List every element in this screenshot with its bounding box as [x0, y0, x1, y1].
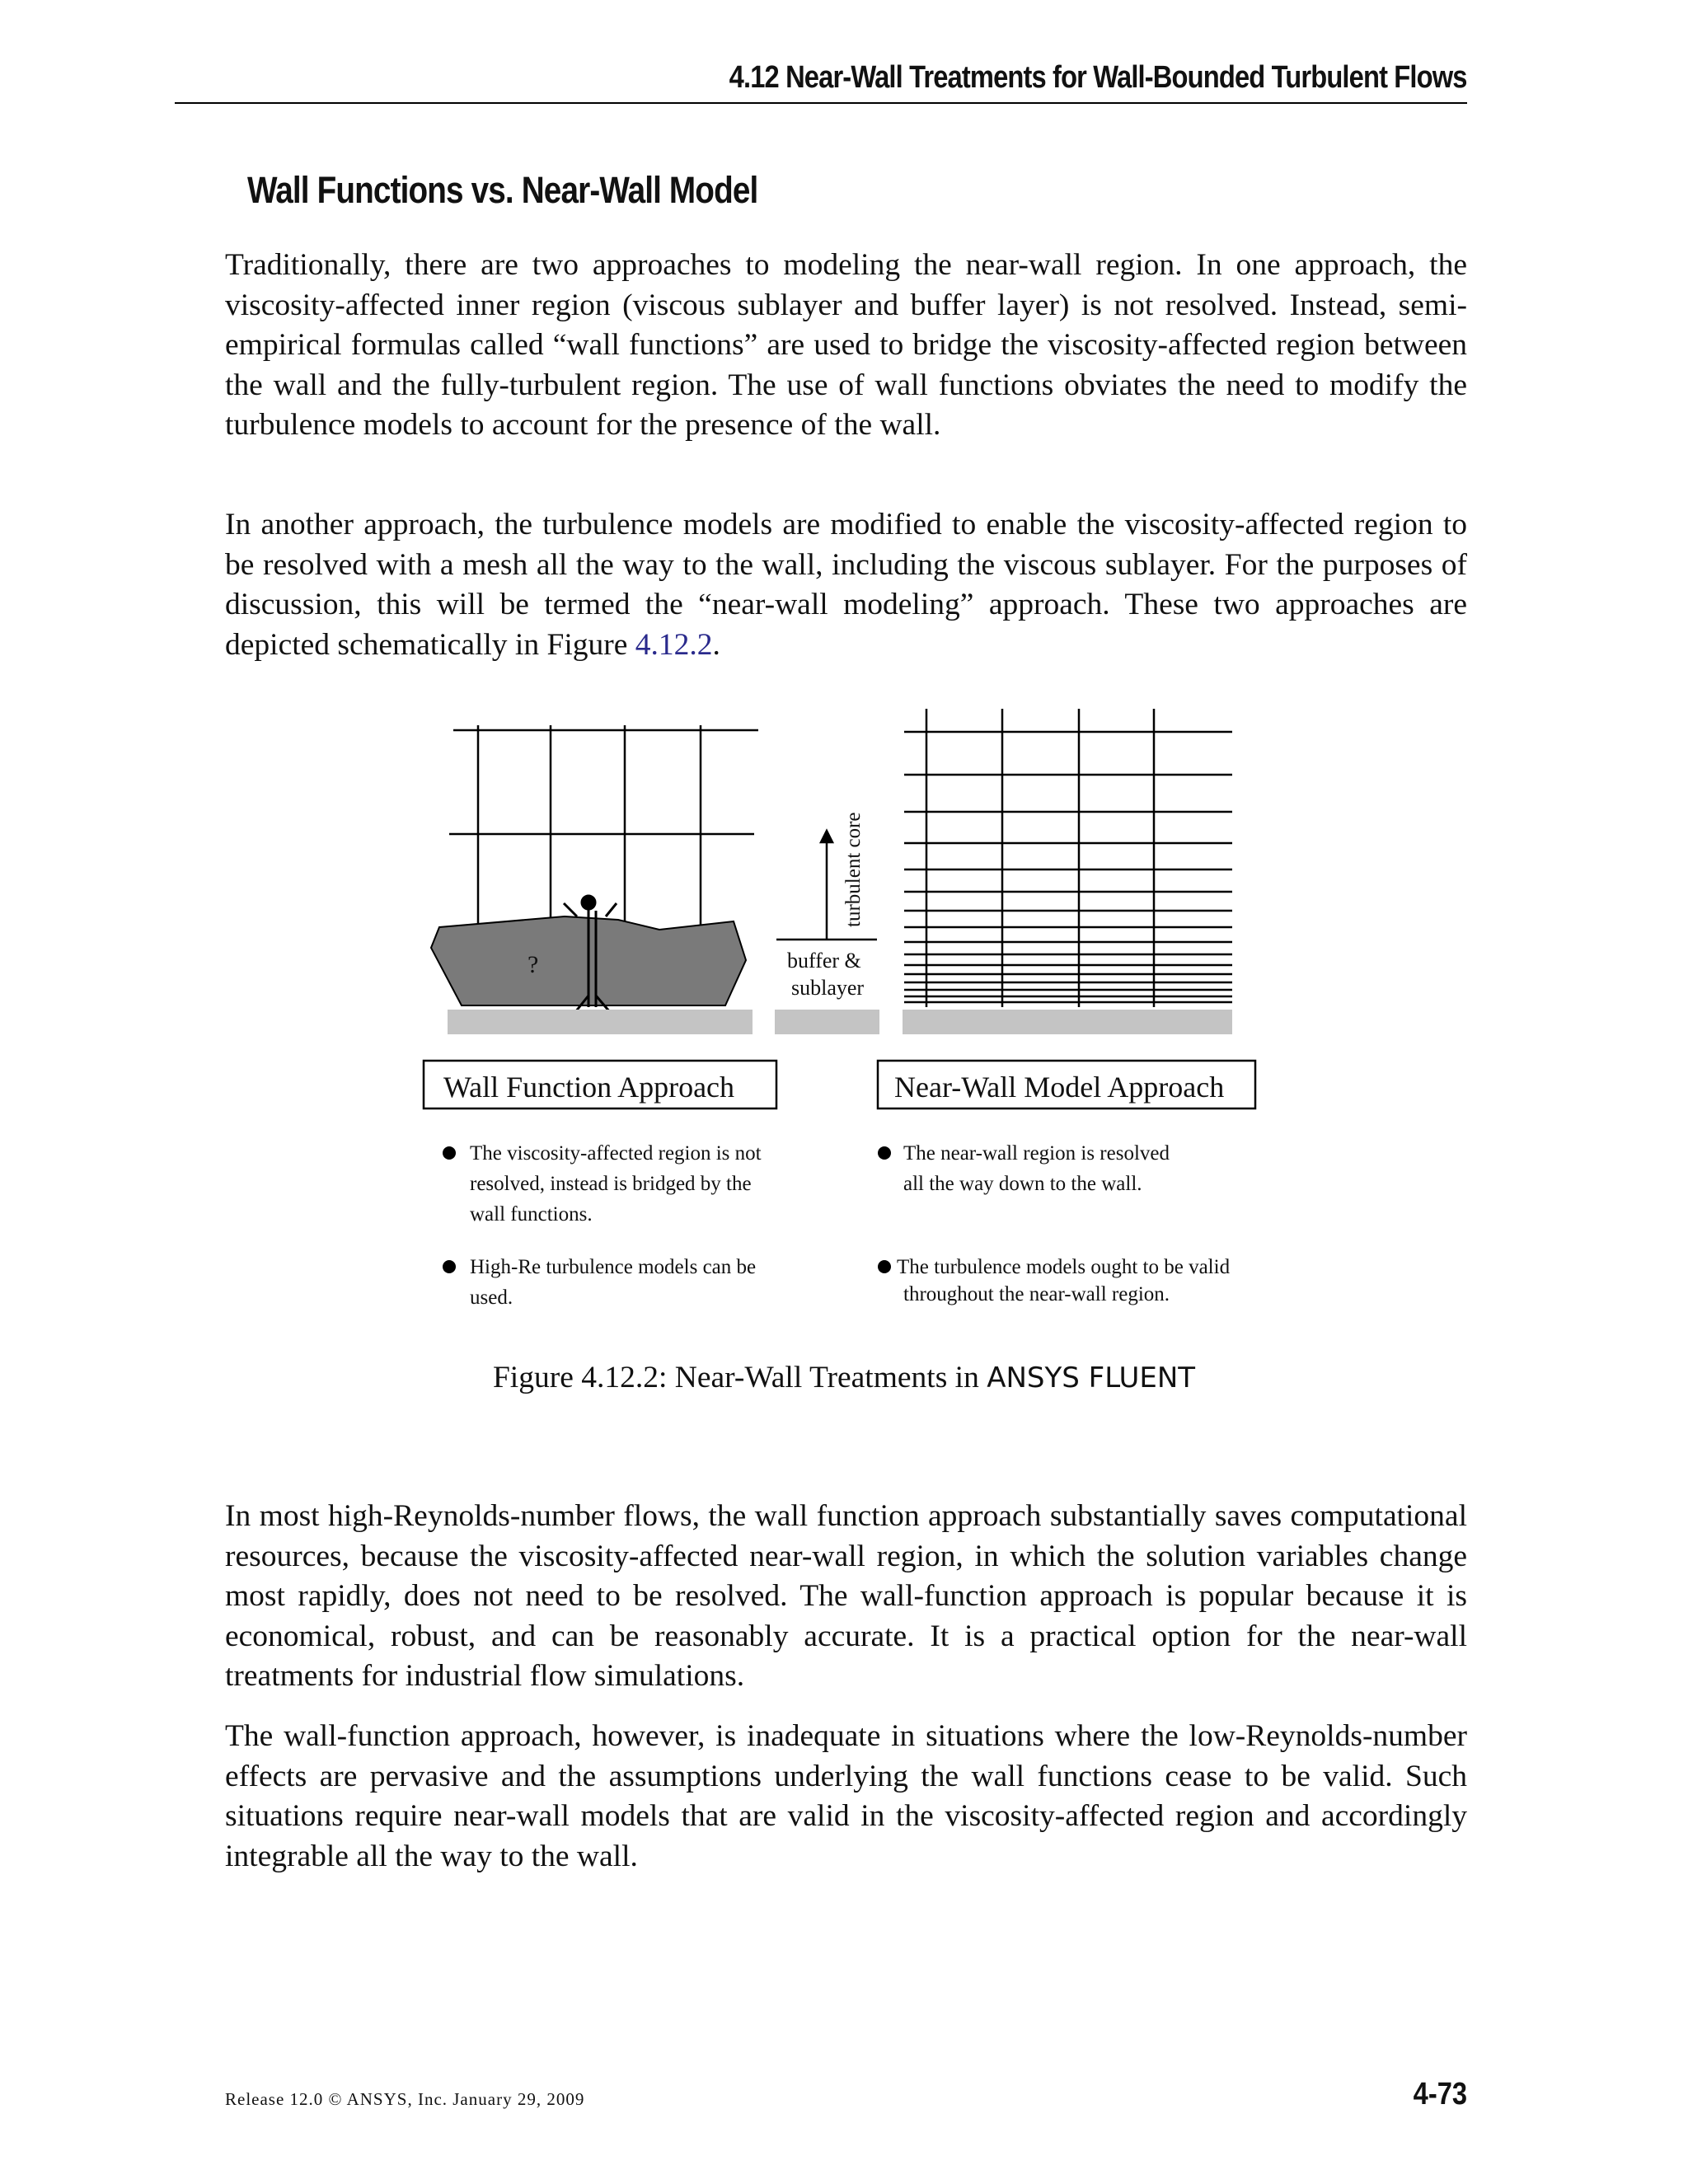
nw-bullet-1-line2: all the way down to the wall. [903, 1173, 1142, 1195]
nw-bullet-2-line2: throughout the near-wall region. [903, 1283, 1170, 1305]
paragraph-1: Traditionally, there are two approaches to modeling the near-wall region. In one approach, the viscosity-affected inner region (viscous sublayer and buffer layer) is not resolved. Instead, semi-empirical formulas called “wall functions” are used to bridge the viscosity-affected region between the wall and the fully-turbulent region. The use of wall functions obviates the need to modify the turbulence models to account for the presence of the wall. [225, 248, 1467, 442]
unknown-mark: ? [528, 951, 539, 978]
wall-right [903, 1010, 1232, 1034]
wall-middle [775, 1010, 879, 1034]
bullet-dot [443, 1260, 456, 1273]
nw-bullet-2-line1: The turbulence models ought to be valid [897, 1256, 1231, 1278]
wf-bullet-1-line2: resolved, instead is bridged by the [470, 1173, 752, 1195]
buffer-label-line1: buffer & [787, 949, 861, 972]
wall-function-grid [449, 725, 758, 927]
turbulent-core-label: turbulent core [842, 812, 865, 927]
buffer-label-line2: sublayer [791, 976, 865, 1000]
caption-text: Near-Wall Treatments in [674, 1361, 979, 1394]
near-wall-title: Near-Wall Model Approach [894, 1071, 1225, 1104]
footer-release: Release 12.0 © ANSYS, Inc. January 29, 2009 [225, 2089, 585, 2109]
wf-bullet-2-line1: High-Re turbulence models can be [470, 1256, 757, 1278]
bullet-dot [878, 1146, 891, 1160]
page-number: 4-73 [1413, 2077, 1467, 2111]
paragraph-3: In most high-Reynolds-number flows, the wall function approach substantially saves computational resources, because the viscosity-affected near-wall region, in which the solution variables change most rapidly, does not need to be resolved. The wall-function approach is popular because it is economical, robust, and can be reasonably accurate. It is a practical option for the near-wall treatments for industrial flow simulations. [225, 1499, 1467, 1693]
near-wall-grid [904, 709, 1232, 1007]
paragraph-2-end: . [712, 627, 720, 662]
wall-left [448, 1010, 753, 1034]
caption-label: Figure 4.12.2: [492, 1361, 668, 1394]
bullet-dot [878, 1260, 891, 1273]
wf-bullet-2-line2: used. [470, 1286, 513, 1309]
paragraph-2-text: In another approach, the turbulence models are modified to enable the viscosity-affected region to be resolved with a mesh all the way to the wall, including the viscous sublayer. For the purposes of discussion, this will be termed the “near-wall modeling” approach. These two approaches are depicted schematically in Figure [225, 508, 1467, 662]
running-header-title: 4.12 Near-Wall Treatments for Wall-Bounded Turbulent Flows [729, 60, 1467, 95]
caption-product: ANSYS FLUENT [987, 1361, 1196, 1394]
wf-bullet-1-line1: The viscosity-affected region is not [470, 1142, 762, 1165]
bullet-dot [443, 1146, 456, 1160]
figure-caption [0, 1358, 1688, 1398]
figure-reference-link[interactable]: 4.12.2 [635, 627, 713, 662]
wf-bullet-1-line3: wall functions. [470, 1203, 593, 1226]
paragraph-4: The wall-function approach, however, is inadequate in situations where the low-Reynolds-number effects are pervasive and the assumptions underlying the wall functions cease to be valid. Such situations require near-wall models that are valid in the viscosity-affected region and accordingly integrable all the way to the wall. [225, 1719, 1467, 1873]
wall-function-title: Wall Function Approach [443, 1071, 735, 1104]
nw-bullet-1-line1: The near-wall region is resolved [903, 1142, 1170, 1165]
section-title: Wall Functions vs. Near-Wall Model [247, 169, 758, 211]
